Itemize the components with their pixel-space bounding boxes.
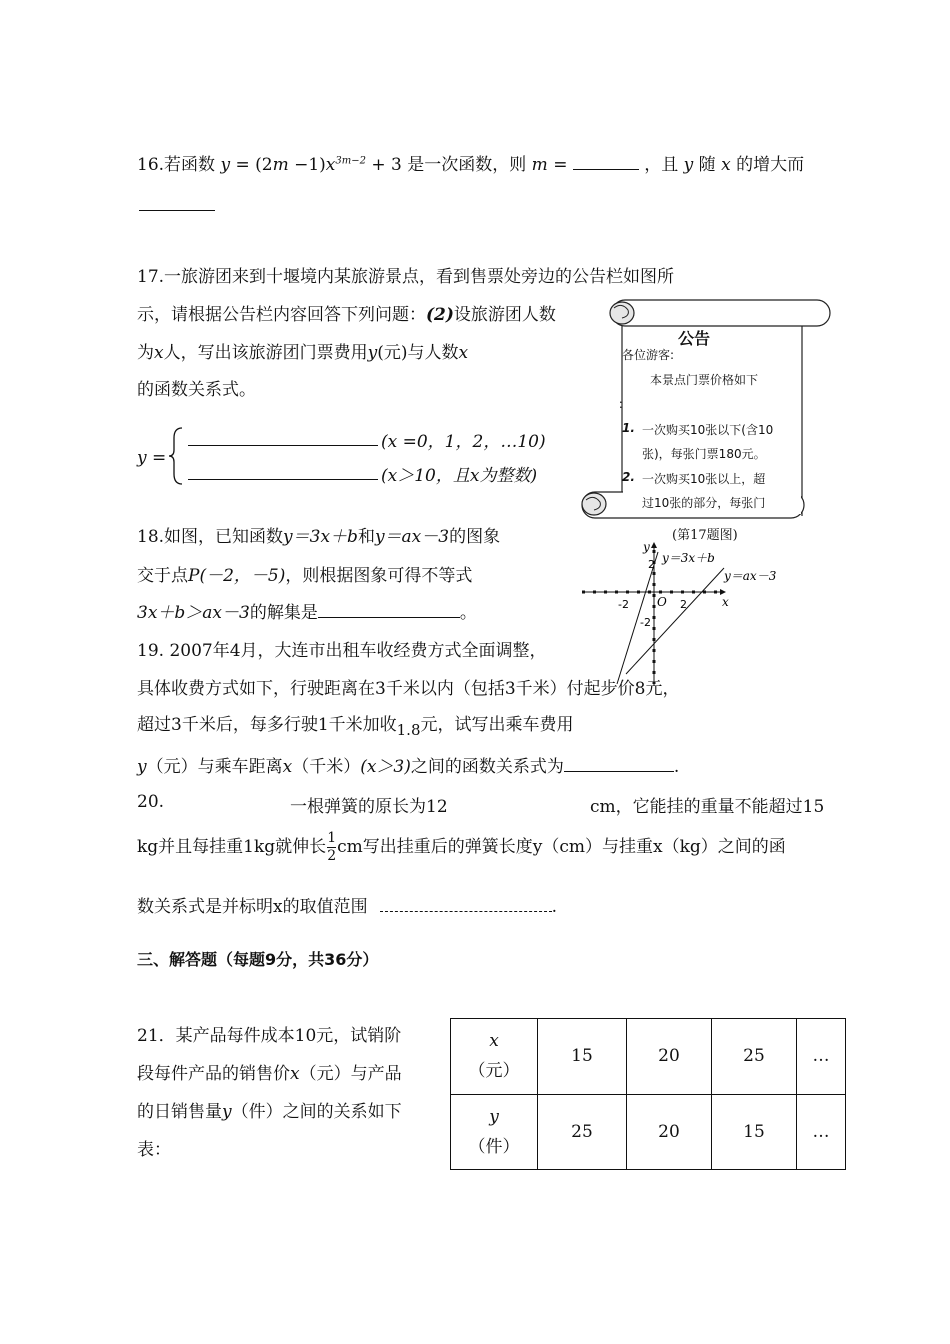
table-header-y: y （件） [451,1094,538,1170]
function-graph [578,538,808,690]
q20-text1: 一根弹簧的原长为12 [290,797,448,817]
q18-line2: 交于点P(－2，－5)，则根据图象可得不等式 [137,566,473,586]
q18-blank[interactable] [318,617,460,618]
line-y-3x-b [617,552,658,684]
tick-x-neg2: -2 [618,598,629,611]
notice-board [578,298,834,520]
tick-x-2: 2 [680,598,687,611]
q19-line4: y（元）与乘车距离x（千米）(x＞3)之间的函数关系式为 . [137,757,680,777]
piecewise-cond-1: (x =0，1，2，…10) [381,432,546,452]
q20-text2: cm，它能挂的重量不能超过15 [590,797,825,817]
board-item2-num: 2. [622,470,635,484]
q17-line3: 为x人，写出该旅游团门票费用y(元)与人数x [137,343,469,363]
q16-blank-m[interactable] [573,169,639,170]
board-intro: 本景点门票价格如下 [650,373,759,387]
board-item2-l1: 一次购买10张以上，超 [642,472,766,486]
table-cell: 20 [627,1094,712,1170]
q16-blank-trend[interactable] [139,194,215,211]
q19-line1: 19. 2007年4月，大连市出租车收经费方式全面调整， [137,641,547,661]
table-cell: … [797,1019,846,1095]
label-x-axis: x [722,595,729,609]
piecewise-blank-1[interactable] [188,428,378,446]
q16-line: 16.若函数 $y = (2m -1)x^{3m-2} + 3$ 是一次函数，则 m = ，且 y 随 x 的增大而 [137,155,805,175]
piecewise-cond-2: (x＞10，且x为整数) [381,466,538,486]
board-colon: ： [618,397,631,411]
table-cell: 20 [627,1019,712,1095]
q21-line3: 的日销售量y（件）之间的关系如下 [137,1102,402,1122]
table-cell: 15 [712,1094,797,1170]
board-caption: (第17题图) [672,528,738,543]
q19-blank[interactable] [564,771,674,772]
table-cell: 15 [538,1019,627,1095]
tick-y-neg2: -2 [640,616,651,629]
q17-line4: 的函数关系式。 [137,380,256,400]
q17-line1: 17.一旅游团来到十堰境内某旅游景点，看到售票处旁边的公告栏如图所 [137,267,675,287]
table-row [451,1019,846,1095]
q18-line1: 18.如图，已知函数y＝3x＋b和y＝ax－3的图象 [137,527,501,547]
q20-line3: 数关系式是并标明x的取值范围 . [137,897,557,917]
board-item2-l2: 过10张的部分，每张门 [642,496,766,510]
board-item1-num: 1. [622,421,635,435]
piecewise-y: y = [137,448,167,468]
board-item1-l2: 张)，每张门票180元。 [642,447,766,461]
board-item1-l1: 一次购买10张以下(含10 [642,423,774,437]
y-axis-arrow-icon [651,542,657,548]
q20-line2: kg并且每挂重1kg就伸长 $\frac{1}{2}$ cm写出挂重后的弹簧长度y（cm）与挂重x（kg）之间的函 [137,830,786,864]
label-line1: y＝3x＋b [662,551,715,565]
table-row [451,1094,846,1170]
price-sales-table [450,1018,846,1170]
q21-line4: 表： [137,1140,171,1160]
label-y-axis: y [643,540,650,554]
table-header-x: x （元） [451,1019,538,1095]
q21-line2: 段每件产品的销售价x（元）与产品 [137,1064,402,1084]
table-cell: … [797,1094,846,1170]
board-title: 公告 [678,329,711,348]
table-cell: 25 [538,1094,627,1170]
label-origin: O [657,595,667,609]
q20-blank[interactable] [380,911,552,912]
q17-line2: 示，请根据公告栏内容回答下列问题：(2)设旅游团人数 [137,305,556,325]
tick-y-2: 2 [648,558,655,571]
table-cell: 25 [712,1019,797,1095]
section-3-title: 三、解答题（每题9分，共36分） [137,950,379,969]
fraction-one-half: $\frac{1}{2}$ [327,830,337,864]
label-line2: y＝ax－3 [724,569,777,583]
q18-line3: 3x＋b＞ax－3的解集是 。 [137,603,477,623]
q19-line2: 具体收费方式如下，行驶距离在3千米以内（包括3千米）付起步价8元， [137,679,680,699]
piecewise-brace-icon [168,426,184,486]
q21-line1: 21．某产品每件成本10元，试销阶 [137,1026,402,1046]
board-greeting: 各位游客: [622,348,675,362]
q19-line3: 超过3千米后，每多行驶1千米加收1.8元，试写出乘车费用 [137,715,574,739]
q20-num: 20. [137,792,165,812]
piecewise-blank-2[interactable] [188,462,378,480]
